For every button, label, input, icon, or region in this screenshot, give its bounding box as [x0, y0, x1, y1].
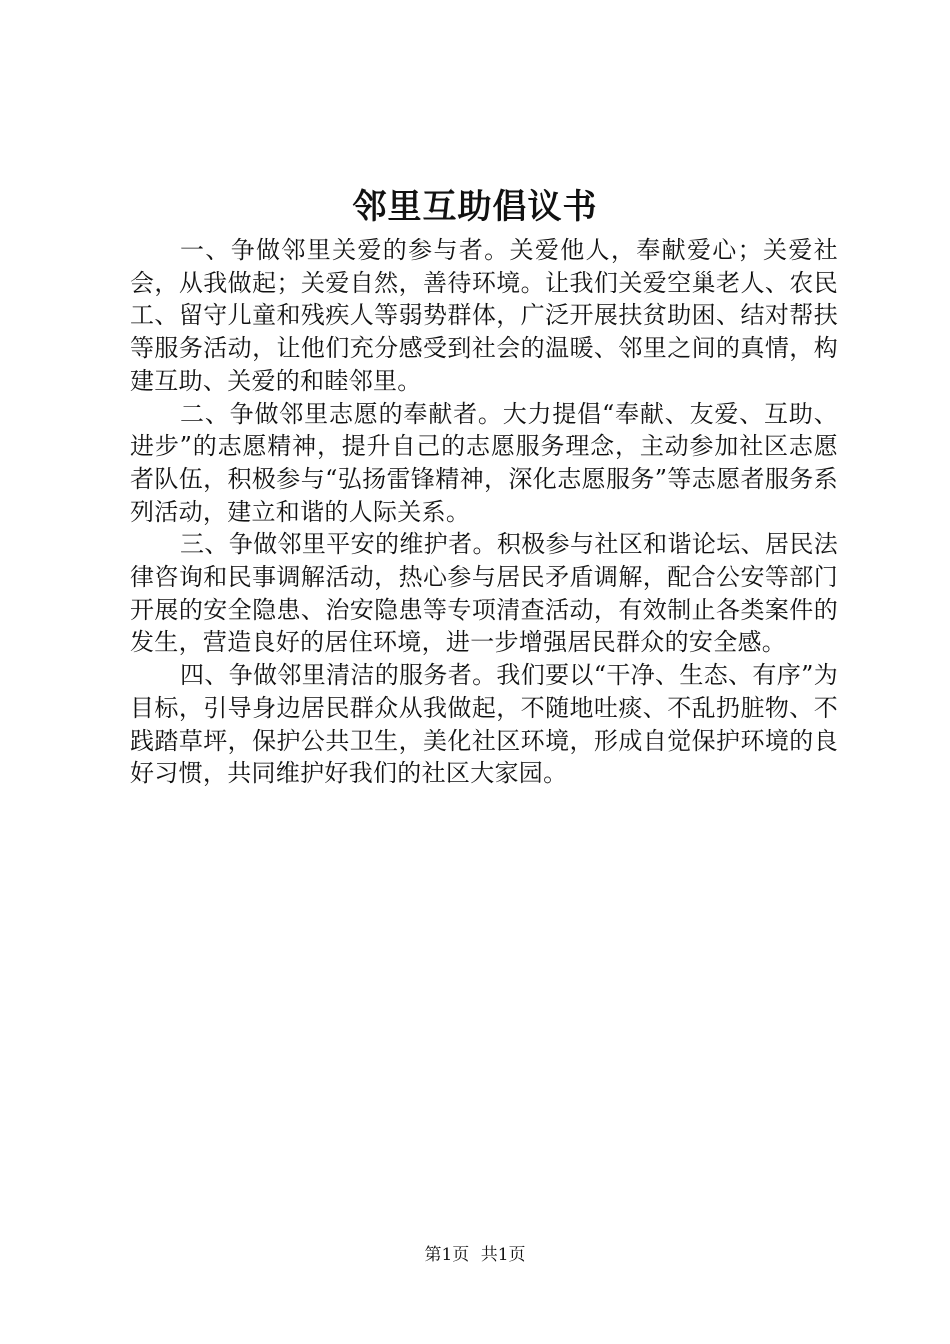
- document-body: [130, 234, 838, 790]
- paragraph-2: 二、争做邻里志愿的奉献者。大力提倡“奉献、友爱、互助、进步”的志愿精神，提升自己的志愿服务理念，主动参加社区志愿者队伍，积极参与“弘扬雷锋精神，深化志愿服务”等志愿者服务系列活动，建立和谐的人际关系。: [130, 399, 838, 526]
- document-title: 邻里互助倡议书: [352, 187, 598, 227]
- page-number-current: 第1页: [424, 1245, 470, 1265]
- paragraph-1: 一、争做邻里关爱的参与者。关爱他人，奉献爱心；关爱社会，从我做起；关爱自然，善待环境。让我们关爱空巢老人、农民工、留守儿童和残疾人等弱势群体，广泛开展扶贫助困、结对帮扶等服务活动，让他们充分感受到社会的温暖、邻里之间的真情，构建互助、关爱的和睦邻里。: [130, 236, 838, 395]
- page-footer: [0, 1242, 950, 1268]
- paragraph-3: 三、争做邻里平安的维护者。积极参与社区和谐论坛、居民法律咨询和民事调解活动，热心参与居民矛盾调解，配合公安等部门开展的安全隐患、治安隐患等专项清查活动，有效制止各类案件的发生，营造良好的居住环境，进一步增强居民群众的安全感。: [130, 530, 838, 657]
- paragraph-4: 四、争做邻里清洁的服务者。我们要以“干净、生态、有序”为目标，引导身边居民群众从我做起，不随地吐痰、不乱扔脏物、不践踏草坪，保护公共卫生，美化社区环境，形成自觉保护环境的良好习惯，共同维护好我们的社区大家园。: [130, 661, 838, 788]
- page-number-total: 共1页: [480, 1245, 526, 1265]
